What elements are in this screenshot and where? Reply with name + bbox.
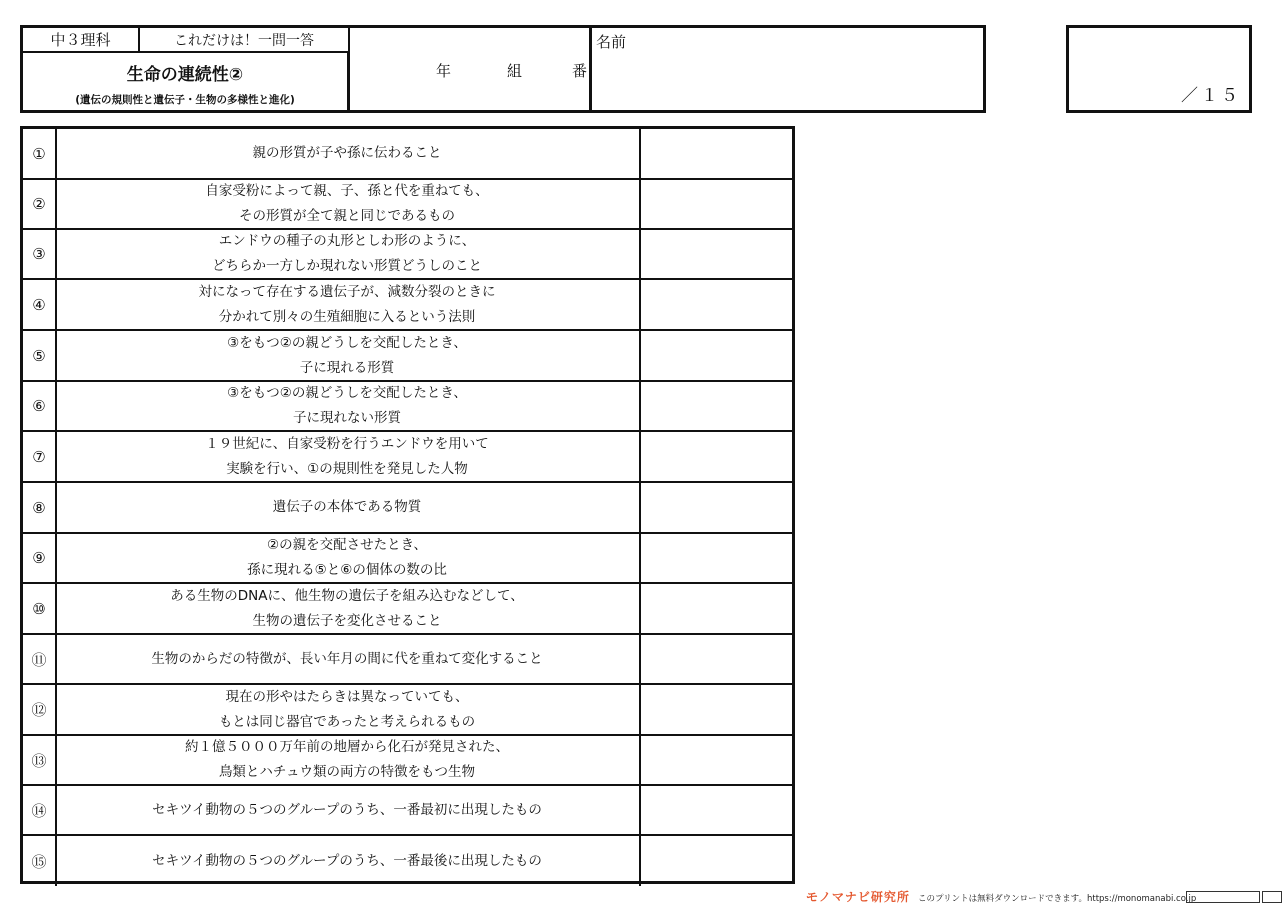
question-table	[20, 126, 795, 884]
question-text	[55, 534, 641, 582]
question-row	[23, 331, 792, 382]
question-text	[55, 685, 641, 734]
question-text	[55, 432, 641, 481]
question-text	[55, 129, 641, 178]
question-line: 生物の遺伝子を変化させること	[252, 612, 442, 629]
answer-cell[interactable]	[639, 534, 792, 582]
question-row	[23, 584, 792, 635]
question-row	[23, 230, 792, 280]
question-line: 子に現れない形質	[293, 410, 401, 426]
question-line: 孫に現れる⑤と⑥の個体の数の比	[247, 562, 447, 578]
answer-cell[interactable]	[639, 180, 792, 228]
question-text	[55, 836, 641, 886]
question-row	[23, 180, 792, 230]
answer-cell[interactable]	[639, 786, 792, 834]
answer-cell[interactable]	[639, 230, 792, 278]
name-label: 名前	[596, 33, 627, 51]
question-row	[23, 129, 792, 180]
question-line: ある生物のDNAに、他生物の遺伝子を組み込むなどして、	[170, 587, 524, 604]
question-text	[55, 280, 641, 329]
question-text	[55, 736, 641, 784]
class-label: 組	[507, 62, 523, 80]
question-line: ③をもつ②の親どうしを交配したとき、	[227, 334, 467, 351]
score-total: ／１５	[1181, 86, 1241, 106]
question-row	[23, 635, 792, 685]
subject-label: 中３理科	[23, 28, 140, 53]
question-row	[23, 534, 792, 584]
question-text	[55, 584, 641, 633]
question-line: もとは同じ器官であったと考えられるもの	[218, 713, 476, 730]
question-number: ⑬	[23, 736, 57, 784]
page-title: 生命の連続性②	[126, 65, 244, 85]
question-number: ⑧	[23, 483, 57, 532]
answer-cell[interactable]	[639, 331, 792, 380]
question-line: 約１億５０００万年前の地層から化石が発見された、	[185, 739, 509, 755]
question-number: ③	[23, 230, 57, 278]
name-field[interactable]	[592, 28, 983, 110]
question-number: ⑫	[23, 685, 57, 734]
answer-cell[interactable]	[639, 836, 792, 886]
question-number: ⑩	[23, 584, 57, 633]
question-line: エンドウの種子の丸形としわ形のように、	[218, 233, 476, 249]
answer-cell[interactable]	[639, 382, 792, 430]
question-number: ⑤	[23, 331, 57, 380]
question-number: ⑭	[23, 786, 57, 834]
answer-cell[interactable]	[639, 129, 792, 178]
question-text	[55, 635, 641, 683]
question-line: 実験を行い、①の規則性を発見した人物	[226, 460, 468, 477]
question-line: １９世紀に、自家受粉を行うエンドウを用いて	[205, 435, 489, 452]
question-line: セキツイ動物の５つのグループのうち、一番最初に出現したもの	[152, 801, 542, 818]
answer-cell[interactable]	[639, 280, 792, 329]
question-number: ⑨	[23, 534, 57, 582]
question-line: 自家受粉によって親、子、孫と代を重ねても、	[205, 183, 489, 199]
page-subtitle: (遺伝の規則性と遺伝子・生物の多様性と進化)	[75, 94, 295, 106]
question-line: 分かれて別々の生殖細胞に入るという法則	[218, 308, 476, 325]
question-text	[55, 331, 641, 380]
question-line: どちらか一方しか現れない形質どうしのこと	[212, 258, 482, 274]
answer-cell[interactable]	[639, 432, 792, 481]
question-line: 遺伝子の本体である物質	[272, 499, 422, 515]
question-row	[23, 432, 792, 483]
question-text	[55, 483, 641, 532]
question-line: 現在の形やはたらきは異なっていても、	[225, 688, 469, 705]
answer-cell[interactable]	[639, 635, 792, 683]
answer-cell[interactable]	[639, 483, 792, 532]
title-cell	[23, 53, 350, 110]
question-line: 親の形質が子や孫に伝わること	[252, 145, 442, 161]
question-row	[23, 483, 792, 534]
question-line: 生物のからだの特徴が、長い年月の間に代を重ねて変化すること	[151, 650, 543, 667]
score-box[interactable]	[1066, 25, 1252, 113]
answer-cell[interactable]	[639, 685, 792, 734]
question-row	[23, 736, 792, 786]
question-row	[23, 382, 792, 432]
question-line: ②の親を交配させたとき、	[266, 537, 428, 553]
footer	[806, 888, 1284, 908]
question-number: ⑦	[23, 432, 57, 481]
number-label: 番	[572, 62, 588, 80]
question-line: 子に現れる形質	[299, 359, 395, 376]
footer-box	[1186, 891, 1260, 903]
worksheet-tag: これだけは！一問一答	[140, 28, 350, 53]
question-number: ②	[23, 180, 57, 228]
answer-cell[interactable]	[639, 736, 792, 784]
question-line: 対になって存在する遺伝子が、減数分裂のときに	[198, 283, 496, 300]
question-row	[23, 280, 792, 331]
question-row	[23, 685, 792, 736]
question-number: ⑮	[23, 836, 57, 886]
question-text	[55, 180, 641, 228]
brand-logo: モノマナビ研究所	[806, 890, 910, 904]
year-label: 年	[436, 62, 452, 80]
question-number: ④	[23, 280, 57, 329]
question-text	[55, 382, 641, 430]
answer-cell[interactable]	[639, 584, 792, 633]
question-text	[55, 786, 641, 834]
question-number: ⑥	[23, 382, 57, 430]
question-number: ①	[23, 129, 57, 178]
footer-small-box	[1262, 891, 1282, 903]
question-row	[23, 786, 792, 836]
class-info-field[interactable]	[350, 28, 592, 110]
question-line: 鳥類とハチュウ類の両方の特徴をもつ生物	[218, 764, 476, 780]
question-line: その形質が全て親と同じであるもの	[239, 208, 455, 224]
question-line: ③をもつ②の親どうしを交配したとき、	[227, 385, 467, 401]
footer-note: このプリントは無料ダウンロードできます。https://monomanabi.co.jp	[918, 894, 1197, 904]
question-line: セキツイ動物の５つのグループのうち、一番最後に出現したもの	[152, 852, 542, 869]
worksheet-header	[20, 25, 986, 113]
question-text	[55, 230, 641, 278]
question-number: ⑪	[23, 635, 57, 683]
question-row	[23, 836, 792, 886]
